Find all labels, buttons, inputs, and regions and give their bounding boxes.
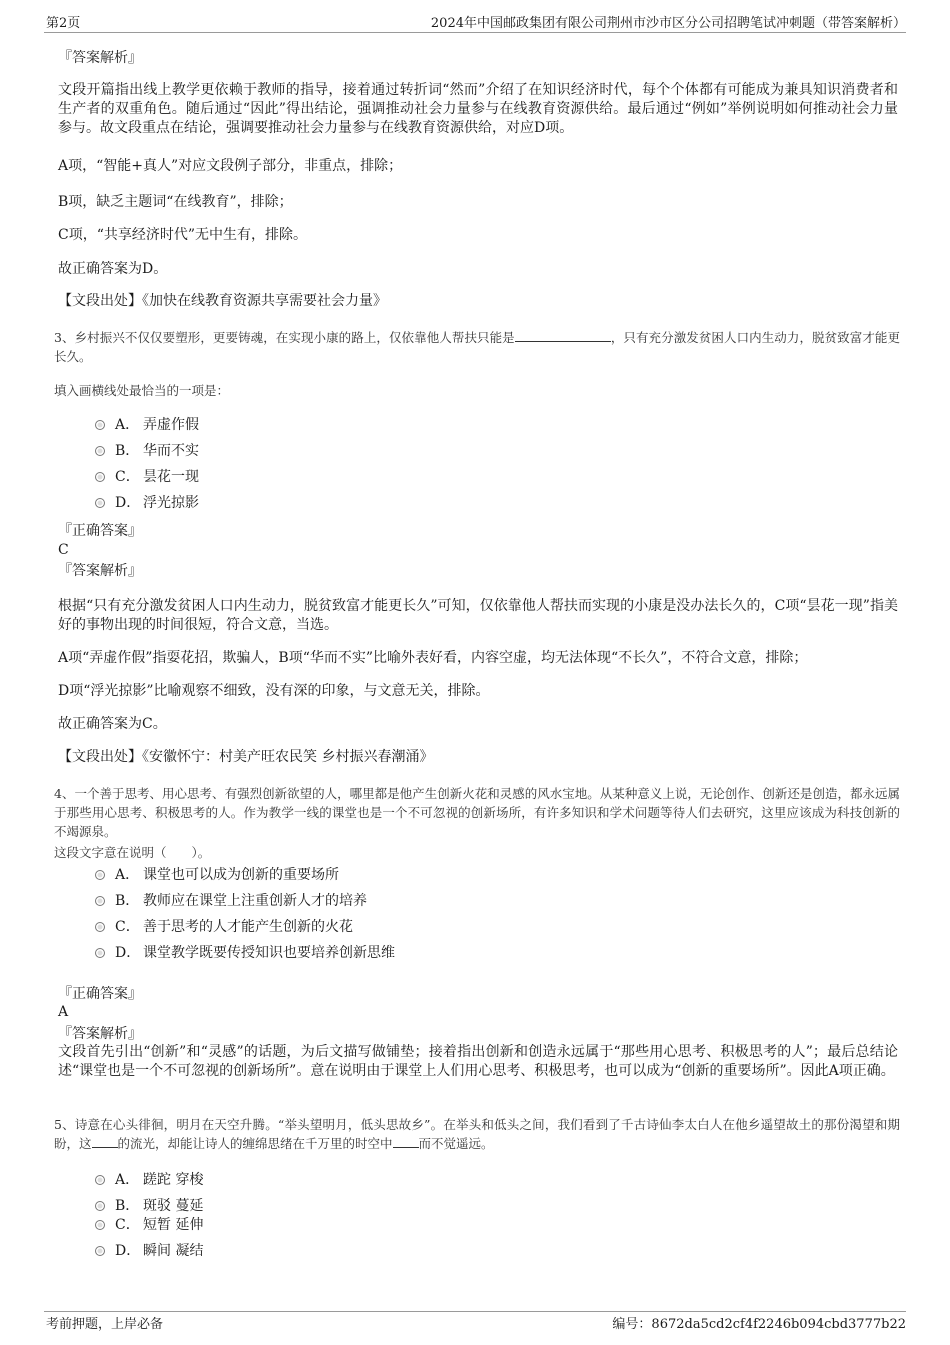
option-key: D． [115, 945, 141, 961]
q5-option-c[interactable] [95, 1215, 203, 1235]
q3-stem [54, 328, 900, 366]
option-text: 课堂也可以成为创新的重要场所 [143, 867, 339, 883]
radio-icon[interactable] [95, 870, 105, 880]
q3-conclusion: 故正确答案为C。 [58, 716, 167, 732]
q5-option-b[interactable] [95, 1196, 203, 1216]
radio-icon[interactable] [95, 922, 105, 932]
q3-blank [515, 329, 611, 342]
q4-answer-label: 『正确答案』 [58, 986, 142, 1002]
footer-slogan: 考前押题，上岸必备 [46, 1317, 164, 1332]
option-key: C． [115, 469, 140, 485]
option-key: C． [115, 1217, 140, 1233]
q2-option-b-note: B项，缺乏主题词“在线教育”，排除； [58, 194, 293, 210]
header-divider [44, 32, 906, 33]
option-text: 教师应在课堂上注重创新人才的培养 [143, 893, 367, 909]
option-key: B． [115, 443, 140, 459]
option-text: 斑驳 蔓延 [143, 1198, 204, 1214]
q5-option-a[interactable] [95, 1170, 203, 1190]
q3-option-ab-note: A项“弄虚作假”指耍花招，欺骗人，B项“华而不实”比喻外表好看，内容空虚，均无法体现“不长久”，不符合文意，排除； [58, 650, 808, 666]
q2-analysis-label: 『答案解析』 [58, 50, 142, 66]
radio-icon[interactable] [95, 472, 105, 482]
q5-option-d[interactable] [95, 1241, 203, 1261]
q3-analysis-text: 根据“只有充分激发贫困人口内生动力，脱贫致富才能更长久”可知，仅依靠他人帮扶而实现的小康是没办法长久的，C项“昙花一现”指美好的事物出现的时间很短，符合文意，当选。 [58, 598, 898, 633]
radio-icon[interactable] [95, 948, 105, 958]
q3-option-b[interactable] [95, 441, 199, 461]
q3-prompt: 填入画横线处最恰当的一项是： [54, 383, 230, 398]
q4-option-d[interactable] [95, 943, 395, 963]
q3-answer: C [58, 542, 69, 558]
option-text: 课堂教学既要传授知识也要培养创新思维 [143, 945, 395, 961]
option-key: A． [115, 1172, 140, 1188]
radio-icon[interactable] [95, 1175, 105, 1185]
q5-stem-part1: 5、诗意在心头徘徊，明月在天空升腾。“举头望明月，低头思故乡”。在举头和低头之间，我们看到了千古诗仙李太白人在他乡遥望故土的那份渴望和期盼，这 [54, 1117, 900, 1151]
option-key: B． [115, 1198, 140, 1214]
q3-option-d-note: D项“浮光掠影”比喻观察不细致，没有深的印象，与文意无关，排除。 [58, 683, 490, 699]
option-key: D． [115, 495, 141, 511]
option-text: 善于思考的人才能产生创新的火花 [143, 919, 353, 935]
radio-icon[interactable] [95, 498, 105, 508]
q4-stem: 4、一个善于思考、用心思考、有强烈创新欲望的人，哪里都是他产生创新火花和灵感的风水宝地。从某种意义上说，无论创作、创新还是创造，都永远属于那些用心思考、积极思考的人。作为教学一线的课堂也是一个不可忽视的创新场所，有许多知识和学术问题等待人们去研究，这里应该成为科技创新的不竭源泉。 [54, 786, 900, 839]
q2-conclusion: 故正确答案为D。 [58, 261, 168, 277]
q3-option-d[interactable] [95, 493, 199, 513]
option-key: B． [115, 893, 140, 909]
q3-option-a[interactable] [95, 415, 199, 435]
q2-option-a-note: A项，“智能+真人”对应文段例子部分，非重点，排除； [58, 158, 403, 174]
q4-option-c[interactable] [95, 917, 353, 937]
option-key: A． [115, 867, 140, 883]
q4-option-a[interactable] [95, 865, 339, 885]
q4-prompt: 这段文字意在说明（ ）。 [54, 845, 211, 860]
q3-stem-part2: ，只有充分激发贫困人口内生动力，脱贫致富才能更长久。 [54, 330, 900, 364]
q5-blank-2 [393, 1135, 419, 1148]
q3-source: 【文段出处】《安徽怀宁：村美产旺农民笑 乡村振兴春潮涌》 [58, 749, 434, 765]
q5-stem [54, 1115, 900, 1153]
q5-stem-part2: 的流光，却能让诗人的缠绵思绪在千万里的时空中 [117, 1136, 393, 1151]
radio-icon[interactable] [95, 896, 105, 906]
q3-stem-part1: 3、乡村振兴不仅仅要塑形，更要铸魂，在实现小康的路上，仅依靠他人帮扶只能是 [54, 330, 515, 345]
q2-source: 【文段出处】《加快在线教育资源共享需要社会力量》 [58, 293, 387, 309]
option-key: C． [115, 919, 140, 935]
q2-analysis-text: 文段开篇指出线上教学更依赖于教师的指导，接着通过转折词“然而”介绍了在知识经济时代，每个个体都有可能成为兼具知识消费者和生产者的双重角色。随后通过“因此”得出结论，强调推动社会力量参与在线教育资源供给。最后通过“例如”举例说明如何推动社会力量参与。故文段重点在结论，强调要推动社会力量参与在线教育资源供给，对应D项。 [58, 82, 898, 136]
option-text: 短暂 延伸 [143, 1217, 204, 1233]
radio-icon[interactable] [95, 1246, 105, 1256]
radio-icon[interactable] [95, 446, 105, 456]
q3-option-c[interactable] [95, 467, 199, 487]
option-key: A． [115, 417, 140, 433]
q5-stem-part3: 而不觉遥远。 [418, 1136, 494, 1151]
radio-icon[interactable] [95, 1220, 105, 1230]
page-number: 第2页 [46, 16, 81, 31]
q4-analysis-label: 『答案解析』 [58, 1026, 142, 1042]
option-text: 浮光掠影 [143, 495, 199, 511]
q4-analysis-text: 文段首先引出“创新”和“灵感”的话题，为后文描写做铺垫；接着指出创新和创造永远属于“那些用心思考、积极思考的人”；最后总结论述“课堂也是一个不可忽视的创新场所”。意在说明由于课堂上人们用心思考、积极思考，也可以成为“创新的重要场所”。因此A项正确。 [58, 1044, 898, 1079]
option-text: 弄虚作假 [143, 417, 199, 433]
option-key: D． [115, 1243, 141, 1259]
q3-analysis-label: 『答案解析』 [58, 563, 142, 579]
option-text: 华而不实 [143, 443, 199, 459]
q2-option-c-note: C项，“共享经济时代”无中生有，排除。 [58, 227, 308, 243]
radio-icon[interactable] [95, 420, 105, 430]
footer-divider [44, 1311, 906, 1312]
radio-icon[interactable] [95, 1201, 105, 1211]
q4-option-b[interactable] [95, 891, 367, 911]
footer-code: 编号：8672da5cd2cf4f2246b094cbd3777b22 [612, 1317, 906, 1332]
q4-answer: A [58, 1004, 69, 1020]
option-text: 瞬间 凝结 [143, 1243, 204, 1259]
q5-blank-1 [92, 1135, 118, 1148]
option-text: 昙花一现 [143, 469, 199, 485]
option-text: 蹉跎 穿梭 [143, 1172, 204, 1188]
q3-answer-label: 『正确答案』 [58, 523, 142, 539]
document-title: 2024年中国邮政集团有限公司荆州市沙市区分公司招聘笔试冲刺题（带答案解析） [430, 16, 906, 31]
